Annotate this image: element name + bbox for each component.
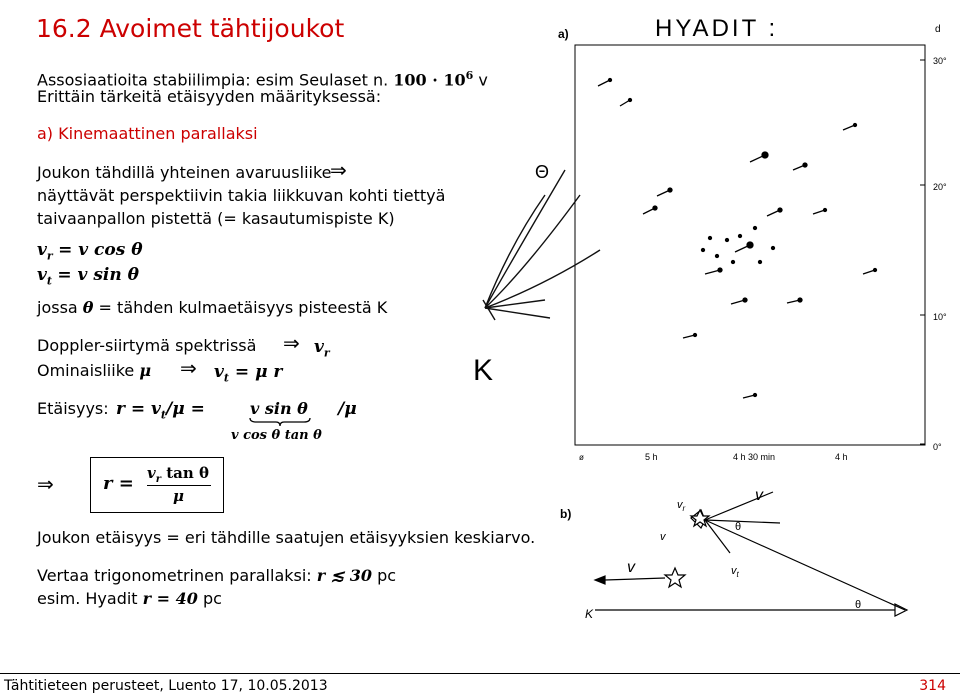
bottom-line-2 [37, 566, 396, 586]
result-fraction-bar [147, 485, 211, 486]
doppler-result-sub: r [323, 346, 330, 360]
bottom-line-3-prefix: esim. Hyadit [37, 589, 143, 608]
convergent-point-K: K [473, 354, 494, 387]
eq-vr-symbol: v [37, 240, 47, 260]
brace-tail-text: /μ [338, 399, 357, 419]
figure-label-d: d [935, 24, 941, 35]
bottom-line-1: Joukon etäisyys = eri tähdille saatujen etäisyyksien keskiarvo. [37, 528, 536, 547]
result-den-text: μ [173, 487, 184, 505]
distance-eq-mid: /μ = [166, 399, 205, 419]
implies-arrow-3: ⇒ [180, 356, 197, 380]
theta-def-prefix: jossa [37, 298, 83, 317]
y-tick-0: 0° [933, 442, 942, 452]
diagram-v: v [660, 531, 666, 543]
hand-theta: Θ [535, 162, 550, 182]
theta-def-symbol: θ [82, 298, 94, 317]
convergence-lines [483, 170, 600, 320]
result-lhs [103, 473, 134, 494]
brace-tail [338, 399, 357, 419]
doppler-result-symbol: v [314, 337, 324, 357]
brace-top-text: v sin θ [250, 399, 308, 418]
proper-motion-mu: μ [139, 361, 152, 380]
diagram-vt-sub: t [736, 570, 739, 579]
diagram-vt [731, 565, 740, 579]
result-denominator [173, 487, 184, 505]
vector-diagram [595, 492, 907, 616]
brace-bottom-text: v cos θ tan θ [231, 428, 322, 443]
result-num-sub: r [155, 474, 161, 485]
bottom-line-3-unit: pc [197, 589, 222, 608]
intro-line-1-number: 100 · 10 [393, 70, 466, 90]
pm-result-rhs: = μ r [228, 362, 283, 382]
theta-definition [37, 298, 387, 318]
implies-arrow-1: ⇒ [330, 158, 347, 182]
star-2-vector [595, 568, 685, 587]
equation-vr [37, 240, 143, 266]
hand-title: HYADIT : [655, 15, 779, 42]
doppler-result [314, 337, 330, 363]
x-tick-5h: 5 h [645, 452, 658, 462]
diagram-theta-2: θ [855, 599, 862, 611]
proper-motion-result [214, 362, 282, 388]
bottom-line-2-unit: pc [372, 566, 397, 585]
footer-rule [0, 673, 960, 674]
pm-result-sub: t [223, 371, 229, 385]
equation-vt [37, 265, 139, 291]
diagram-vr-symbol: v [677, 499, 683, 511]
bottom-line-3 [37, 589, 222, 609]
result-num-tail: tan θ [161, 464, 210, 482]
diagram-K: K [585, 607, 594, 621]
figure-label-a: a) [558, 27, 569, 41]
eq-vt-symbol: v [37, 265, 47, 285]
section-a-heading: a) Kinemaattinen parallaksi [37, 124, 258, 143]
eq-vt-subscript: t [46, 274, 52, 288]
distance-eq-sub: t [160, 408, 167, 422]
result-num-symbol: v [147, 464, 156, 482]
diagram-vr [677, 499, 686, 513]
intro-line-1-unit: v [473, 70, 488, 90]
implies-arrow-2: ⇒ [283, 331, 300, 355]
diagram-theta: θ [735, 521, 742, 533]
slide-title: 16.2 Avoimet tähtijoukot [36, 14, 345, 43]
page-number: 314 [919, 678, 946, 694]
theta-def-suffix: = tähden kulmaetäisyys pisteestä K [93, 298, 388, 317]
paragraph-line-3: taivaanpallon pistettä (= kasautumispiste K) [37, 209, 395, 228]
brace-bottom-expr [231, 426, 322, 446]
brace-top-expr [250, 399, 308, 419]
distance-eq-lhs: r = v [116, 399, 161, 419]
intro-line-1-text: Assosiaatioita stabiilimpia: esim Seulaset n. [37, 70, 394, 90]
x-tick-4h: 4 h [835, 452, 848, 462]
proper-motion-line [37, 361, 151, 381]
bottom-line-2-prefix: Vertaa trigonometrinen parallaksi: [37, 566, 317, 585]
pm-result-symbol: v [214, 362, 224, 382]
y-tick-20: 20° [933, 182, 947, 192]
eq-vr-rhs: = v cos θ [58, 240, 143, 260]
doppler-line: Doppler-siirtymä spektrissä [37, 336, 257, 355]
diagram-vt-symbol: v [731, 565, 737, 577]
proper-motion-label: Ominaisliike [37, 361, 140, 380]
result-formula-box [90, 457, 224, 513]
y-tick-30: 30° [933, 56, 947, 66]
distance-equation [116, 399, 205, 425]
figure-label-b: b) [560, 507, 572, 521]
footer-text: Tähtitieteen perusteet, Luento 17, 10.05.2013 [4, 678, 328, 694]
intro-line-2: Erittäin tärkeitä etäisyyden määrityksessä: [37, 87, 382, 106]
result-numerator [147, 464, 209, 485]
eq-vr-subscript: r [46, 249, 53, 263]
implies-arrow-4: ⇒ [37, 472, 54, 496]
diagram-vr-sub: r [682, 504, 686, 513]
bottom-line-2-math: r ≲ 30 [316, 566, 373, 585]
hand-v-upper: v [755, 487, 763, 504]
hyades-figure [455, 0, 960, 640]
star-motion-arrows [598, 79, 877, 399]
y-tick-10: 10° [933, 312, 947, 322]
x-tick-4h30: 4 h 30 min [733, 452, 776, 462]
hand-v-lower: v [627, 559, 635, 576]
intro-line-1-exponent: 6 [465, 69, 474, 82]
paragraph-line-1: Joukon tähdillä yhteinen avaruusliike [37, 163, 332, 182]
result-lhs-text: r = [103, 473, 134, 494]
x-tick-dot: ø [579, 453, 584, 462]
right-axis-ticks [920, 60, 925, 444]
paragraph-line-2: näyttävät perspektiivin takia liikkuvan kohti tiettyä [37, 186, 446, 205]
bottom-line-3-math: r = 40 [142, 589, 198, 608]
distance-label: Etäisyys: [37, 399, 109, 418]
eq-vt-rhs: = v sin θ [57, 265, 139, 285]
